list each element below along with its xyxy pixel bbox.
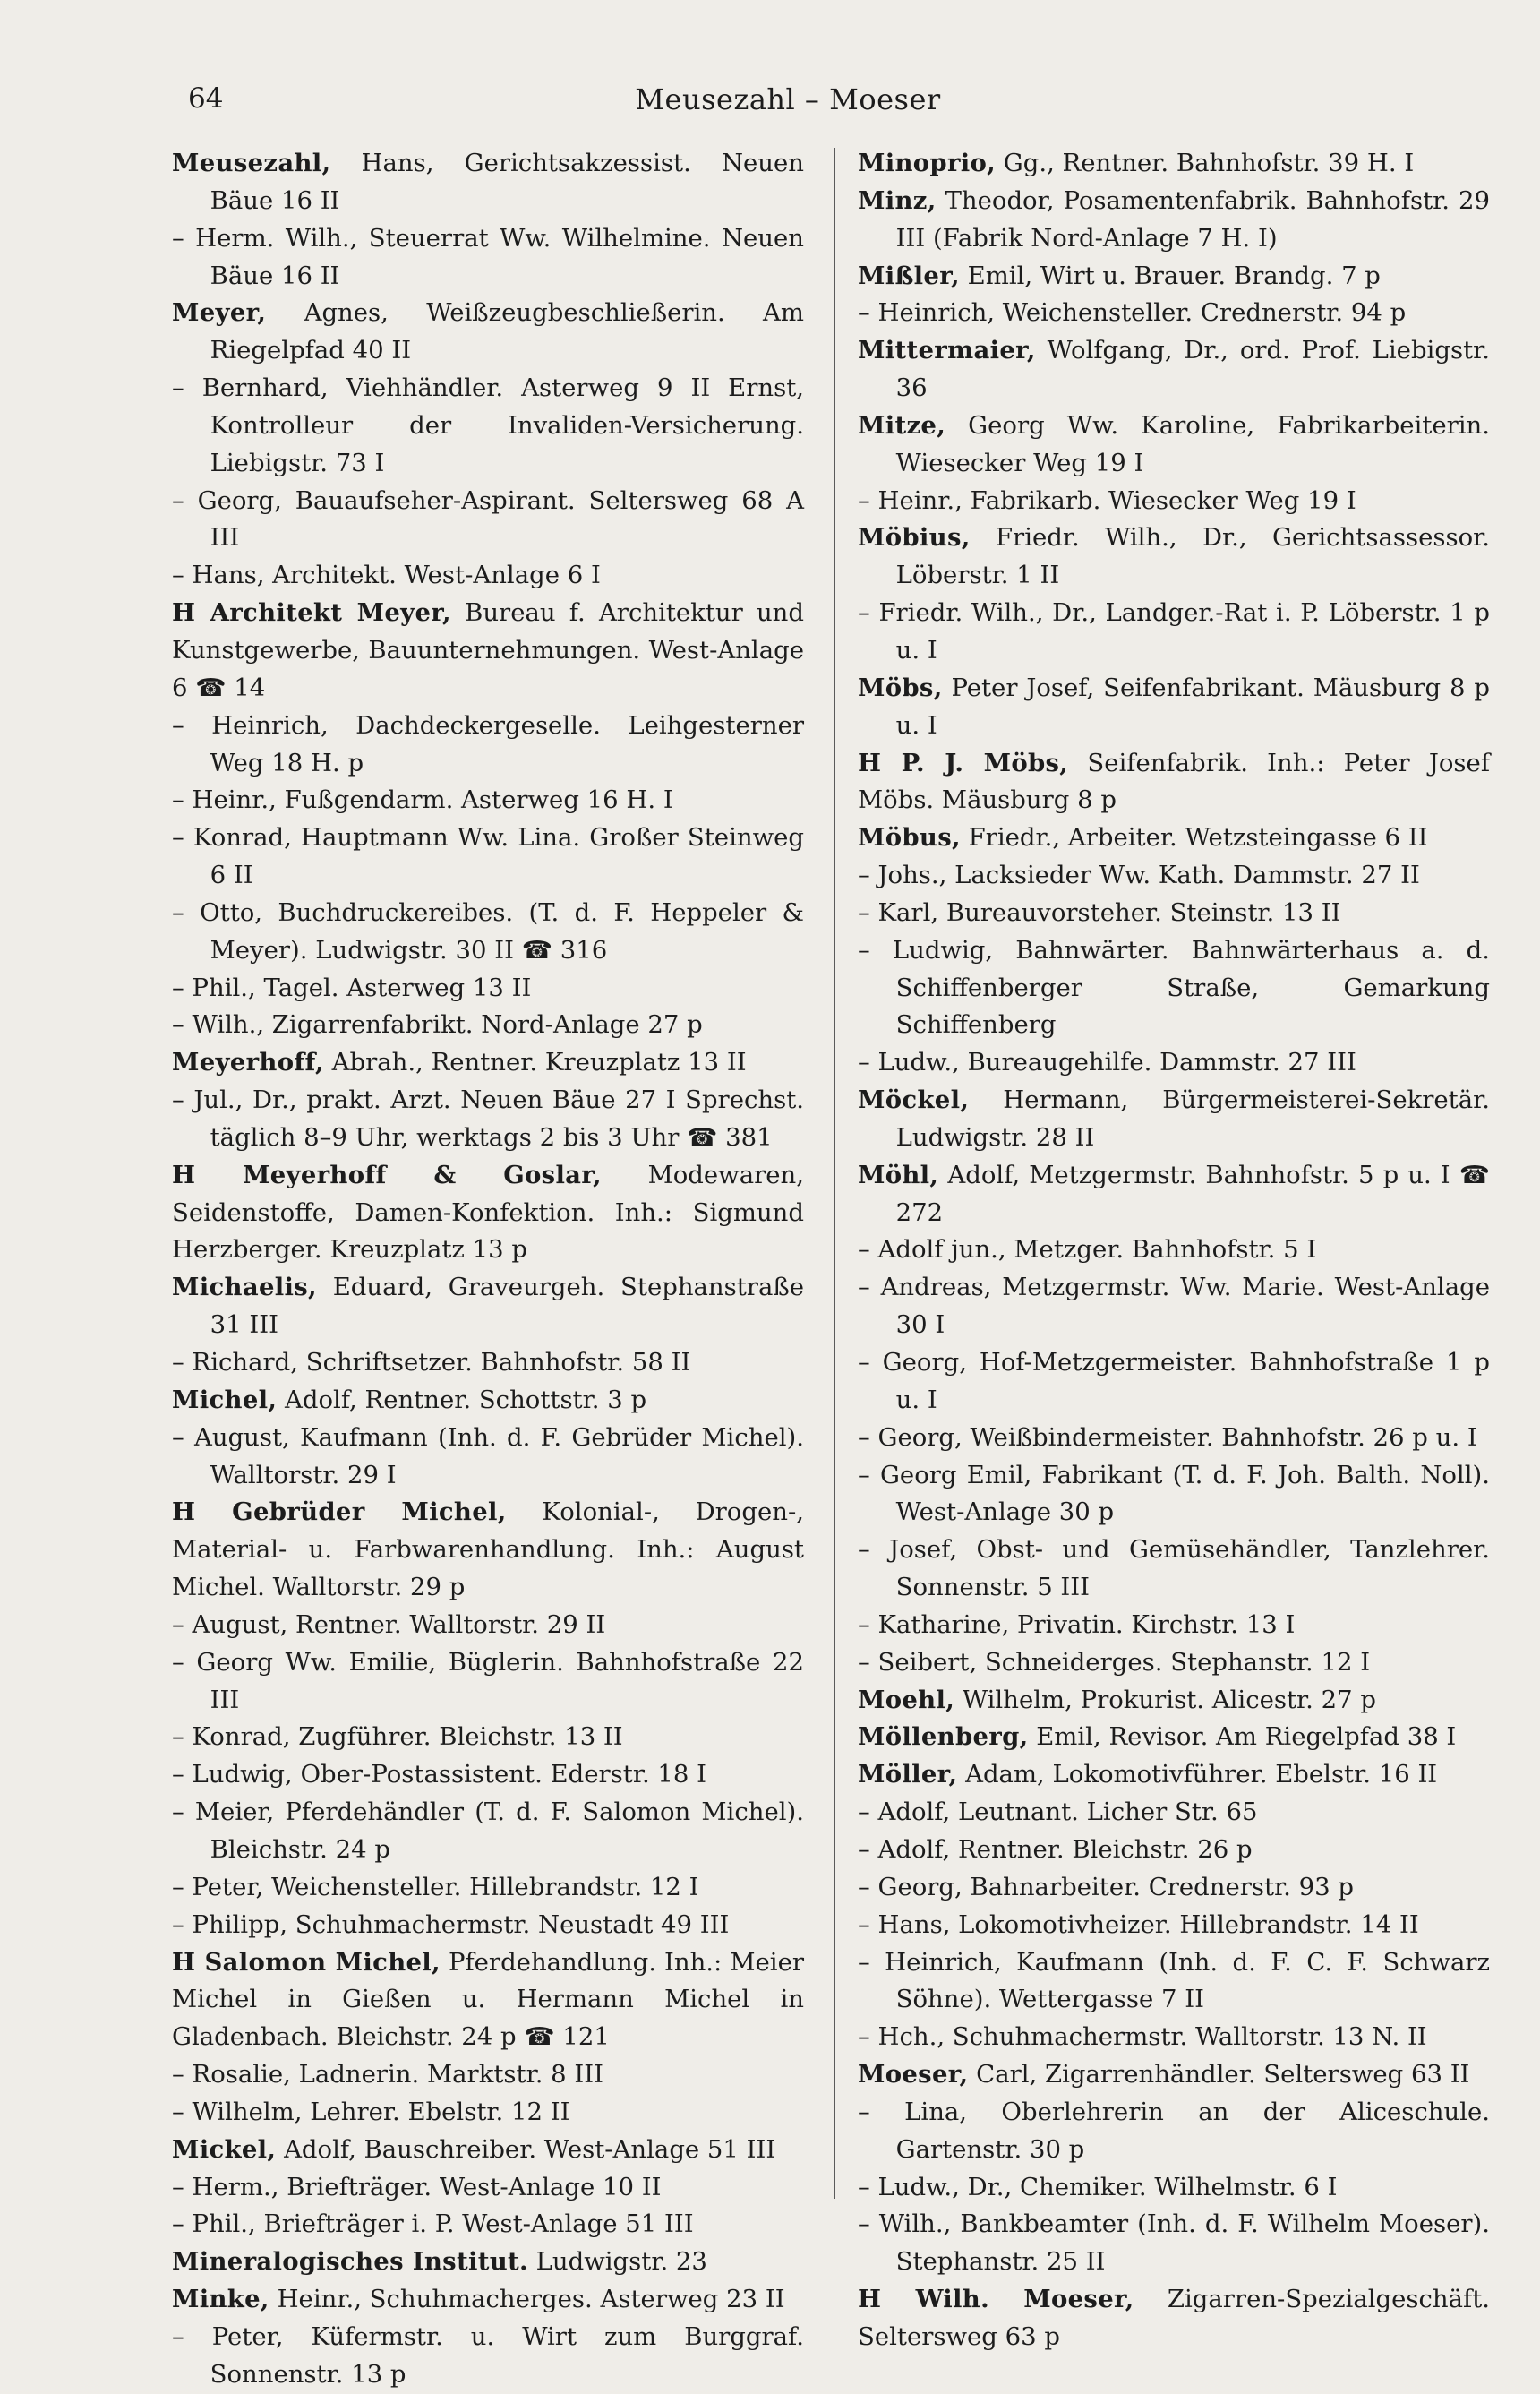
entry-surname: H Meyerhoff & Goslar, xyxy=(172,1160,602,1189)
entry-surname: Mißler, xyxy=(858,261,960,290)
directory-entry xyxy=(858,2019,1490,2056)
directory-entry xyxy=(858,1420,1490,1457)
directory-entry xyxy=(858,1344,1490,1420)
page-number: 64 xyxy=(188,82,224,115)
entry-details: Wilhelm, Prokurist. Alicestr. 27 p xyxy=(962,1685,1376,1714)
directory-entry xyxy=(858,1644,1490,1682)
entry-details: – Josef, Obst- und Gemüsehändler, Tanzlehrer. Sonnenstr. 5 III xyxy=(858,1535,1490,1602)
entry-details: – Heinrich, Dachdeckergeselle. Leihgesterner Weg 18 H. p xyxy=(172,710,804,777)
entry-details: – Ludw., Dr., Chemiker. Wilhelmstr. 6 I xyxy=(858,2172,1338,2201)
entry-details: Emil, Revisor. Am Riegelpfad 38 I xyxy=(1036,1722,1457,1752)
directory-entry xyxy=(172,1344,804,1382)
directory-entry xyxy=(858,857,1490,895)
directory-entry xyxy=(858,1269,1490,1344)
directory-entry xyxy=(858,2169,1490,2207)
directory-entry xyxy=(858,595,1490,670)
entry-details: – Ludw., Bureaugehilfe. Dammstr. 27 III xyxy=(858,1048,1356,1077)
entry-details: – Wilhelm, Lehrer. Ebelstr. 12 II xyxy=(172,2097,570,2126)
entry-details: – Phil., Briefträger i. P. West-Anlage 51 III xyxy=(172,2210,694,2239)
entry-surname: Mitze, xyxy=(858,410,946,440)
directory-entry xyxy=(858,1231,1490,1269)
entry-details: – Konrad, Zugführer. Bleichstr. 13 II xyxy=(172,1722,623,1752)
directory-entry xyxy=(858,932,1490,1045)
directory-entry xyxy=(172,1082,804,1157)
entry-surname: Möbius, xyxy=(858,523,971,553)
directory-entry xyxy=(172,595,804,708)
directory-entry xyxy=(172,220,804,296)
directory-entry xyxy=(172,370,804,483)
directory-entry xyxy=(172,2244,804,2281)
directory-entry xyxy=(172,708,804,783)
entry-details: Heinr., Schuhmacherges. Asterweg 23 II xyxy=(277,2285,785,2314)
directory-entry xyxy=(858,1832,1490,1869)
directory-entry xyxy=(172,1494,804,1607)
entry-details: – Rosalie, Ladnerin. Marktstr. 8 III xyxy=(172,2060,604,2089)
left-column xyxy=(172,145,804,2389)
running-title: Meusezahl – Moeser xyxy=(635,82,941,116)
entry-details: Wolfgang, Dr., ord. Prof. Liebigstr. 36 xyxy=(895,336,1490,403)
directory-entry xyxy=(172,557,804,595)
directory-entry xyxy=(172,1382,804,1420)
entry-details: – Philipp, Schuhmachermstr. Neustadt 49 III xyxy=(172,1909,730,1939)
directory-entry xyxy=(172,2094,804,2132)
directory-entry xyxy=(172,1269,804,1344)
directory-entry xyxy=(858,1082,1490,1157)
directory-entry xyxy=(858,1719,1490,1756)
entry-details: Adolf, Bauschreiber. West-Anlage 51 III xyxy=(284,2134,776,2164)
entry-surname: Möckel, xyxy=(858,1085,970,1115)
entry-details: – Karl, Bureauvorsteher. Steinstr. 13 II xyxy=(858,897,1341,927)
entry-surname: Möbus, xyxy=(858,823,961,853)
entry-details: – Konrad, Hauptmann Ww. Lina. Großer Steinweg 6 II xyxy=(172,823,804,890)
entry-surname: H P. J. Möbs, xyxy=(858,748,1069,777)
entry-details: – Adolf, Leutnant. Licher Str. 65 xyxy=(858,1798,1258,1827)
directory-entry xyxy=(858,519,1490,595)
entry-details: – Richard, Schriftsetzer. Bahnhofstr. 58 II xyxy=(172,1348,691,1377)
directory-entry xyxy=(858,1457,1490,1532)
directory-entry xyxy=(172,1794,804,1869)
directory-entry xyxy=(172,2206,804,2244)
entry-surname: Möller, xyxy=(858,1760,958,1789)
entry-details: – Heinrich, Weichensteller. Crednerstr. 94 p xyxy=(858,298,1407,328)
entry-surname: Möllenberg, xyxy=(858,1722,1029,1752)
directory-entry xyxy=(172,1644,804,1720)
directory-entry xyxy=(858,1907,1490,1944)
entry-surname: H Architekt Meyer, xyxy=(172,598,451,628)
entry-details: Friedr. Wilh., Dr., Gerichtsassessor. Löberstr. 1 II xyxy=(895,523,1490,590)
directory-entry xyxy=(858,1044,1490,1082)
directory-entry xyxy=(858,483,1490,520)
directory-entry xyxy=(858,2056,1490,2094)
entry-details: – Katharine, Privatin. Kirchstr. 13 I xyxy=(858,1609,1296,1639)
directory-entry xyxy=(858,145,1490,183)
directory-entry xyxy=(858,1756,1490,1794)
entry-surname: Moehl, xyxy=(858,1685,955,1714)
entry-details: Peter Josef, Seifenfabrikant. Mäusburg 8 p u. I xyxy=(895,673,1490,740)
entry-details: Adolf, Metzgermstr. Bahnhofstr. 5 p u. I ☎ 272 xyxy=(895,1160,1491,1227)
entry-details: – Georg Emil, Fabrikant (T. d. F. Joh. Balth. Noll). West-Anlage 30 p xyxy=(858,1460,1490,1527)
entry-details: – Andreas, Metzgermstr. Ww. Marie. West-Anlage 30 I xyxy=(858,1273,1490,1340)
directory-entry xyxy=(858,2206,1490,2281)
entry-details: – Phil., Tagel. Asterweg 13 II xyxy=(172,973,532,1002)
entry-details: Hans, Gerichtsakzessist. Neuen Bäue 16 II xyxy=(210,149,804,215)
entry-details: – Friedr. Wilh., Dr., Landger.-Rat i. P. Löberstr. 1 p u. I xyxy=(858,598,1490,665)
entry-details: Seifenfabrik. Inh.: Peter Josef Möbs. Mäusburg 8 p xyxy=(858,748,1490,815)
entry-details: Zigarren-Spezialgeschäft. Seltersweg 63 p xyxy=(858,2285,1491,2351)
directory-entry xyxy=(858,1532,1490,1607)
directory-entry xyxy=(172,483,804,558)
entry-surname: Meusezahl, xyxy=(172,149,331,177)
directory-entry xyxy=(172,1007,804,1044)
entry-details: – Herm., Briefträger. West-Anlage 10 II xyxy=(172,2172,662,2201)
directory-entry xyxy=(172,970,804,1008)
entry-surname: Moeser, xyxy=(858,2060,969,2089)
directory-entry xyxy=(858,2281,1490,2356)
directory-entry xyxy=(172,2169,804,2207)
entry-details: – Hans, Architekt. West-Anlage 6 I xyxy=(172,561,601,590)
directory-entry xyxy=(858,2094,1490,2169)
right-column xyxy=(858,145,1491,2351)
directory-entry xyxy=(858,1794,1490,1832)
entry-details: – Jul., Dr., prakt. Arzt. Neuen Bäue 27 I Sprechst. täglich 8–9 Uhr, werktags 2 bis 3 Uhr ☎ 381 xyxy=(172,1085,804,1152)
entry-details: – Georg, Bahnarbeiter. Crednerstr. 93 p xyxy=(858,1872,1355,1901)
entry-surname: Mickel, xyxy=(172,2134,277,2164)
entry-details: – August, Rentner. Walltorstr. 29 II xyxy=(172,1609,606,1639)
entry-surname: Minoprio, xyxy=(858,149,997,177)
directory-entry xyxy=(172,145,804,220)
directory-entry xyxy=(858,819,1490,857)
entry-details: – Georg, Weißbindermeister. Bahnhofstr. 26 p u. I xyxy=(858,1422,1477,1452)
directory-entry xyxy=(172,1907,804,1944)
entry-details: – Peter, Küfermstr. u. Wirt zum Burggraf. Sonnenstr. 13 p xyxy=(172,2321,804,2389)
entry-details: Georg Ww. Karoline, Fabrikarbeiterin. Wiesecker Weg 19 I xyxy=(895,410,1490,477)
entry-details: Modewaren, Seidenstoffe, Damen-Konfektion. Inh.: Sigmund Herzberger. Kreuzplatz 13 p xyxy=(172,1160,804,1265)
page-header xyxy=(188,82,1388,124)
directory-entry xyxy=(172,782,804,819)
entry-details: Gg., Rentner. Bahnhofstr. 39 H. I xyxy=(1003,149,1415,177)
directory-entry xyxy=(172,1869,804,1907)
entry-details: – August, Kaufmann (Inh. d. F. Gebrüder Michel). Walltorstr. 29 I xyxy=(172,1422,804,1489)
entry-details: Carl, Zigarrenhändler. Seltersweg 63 II xyxy=(976,2060,1470,2089)
entry-details: Kolonial-, Drogen-, Material- u. Farbwarenhandlung. Inh.: August Michel. Walltorstr. 29 p xyxy=(172,1497,804,1602)
directory-entry xyxy=(172,1607,804,1644)
directory-entry xyxy=(858,895,1490,932)
entry-details: – Georg, Hof-Metzgermeister. Bahnhofstraße 1 p u. I xyxy=(858,1348,1490,1414)
entry-details: – Ludwig, Bahnwärter. Bahnwärterhaus a. d. Schiffenberger Straße, Gemarkung Schiffenberg xyxy=(858,935,1490,1040)
entry-details: – Otto, Buchdruckereibes. (T. d. F. Heppeler & Meyer). Ludwigstr. 30 II ☎ 316 xyxy=(172,897,804,965)
entry-surname: Mittermaier, xyxy=(858,336,1036,365)
directory-entry xyxy=(172,895,804,970)
entry-details: – Meier, Pferdehändler (T. d. F. Salomon Michel). Bleichstr. 24 p xyxy=(172,1798,804,1864)
entry-details: Adam, Lokomotivführer. Ebelstr. 16 II xyxy=(965,1760,1438,1789)
directory-entry xyxy=(858,408,1490,483)
entry-details: – Johs., Lacksieder Ww. Kath. Dammstr. 27 II xyxy=(858,861,1420,890)
entry-details: – Seibert, Schneiderges. Stephanstr. 12 I xyxy=(858,1647,1371,1677)
entry-surname: H Wilh. Moeser, xyxy=(858,2285,1134,2314)
directory-entry xyxy=(172,2281,804,2319)
directory-entry xyxy=(858,295,1490,332)
entry-details: – Bernhard, Viehhändler. Asterweg 9 II Ernst, Kontrolleur der Invaliden-Versicherung. Liebigstr. 73 I xyxy=(172,373,804,477)
entry-details: – Heinr., Fabrikarb. Wiesecker Weg 19 I xyxy=(858,485,1356,515)
directory-entry xyxy=(172,1944,804,2057)
entry-surname: Minz, xyxy=(858,185,937,215)
entry-details: Ludwigstr. 23 xyxy=(535,2247,707,2277)
directory-entry xyxy=(858,258,1490,296)
entry-surname: Mineralogisches Institut. xyxy=(172,2247,528,2277)
directory-entry xyxy=(858,1944,1490,2020)
directory-entry xyxy=(172,2056,804,2094)
directory-entry xyxy=(858,332,1490,408)
directory-entry xyxy=(858,745,1490,820)
entry-details: Emil, Wirt u. Brauer. Brandg. 7 p xyxy=(967,261,1381,290)
entry-details: – Heinrich, Kaufmann (Inh. d. F. C. F. Schwarz Söhne). Wettergasse 7 II xyxy=(858,1947,1490,2014)
entry-surname: Meyerhoff, xyxy=(172,1048,324,1077)
directory-entry xyxy=(172,1157,804,1270)
entry-details: – Georg Ww. Emilie, Büglerin. Bahnhofstraße 22 III xyxy=(172,1647,804,1714)
directory-entry xyxy=(172,2132,804,2169)
directory-entry xyxy=(172,1420,804,1495)
entry-details: – Heinr., Fußgendarm. Asterweg 16 H. I xyxy=(172,785,673,815)
entry-details: Bureau f. Architektur und Kunstgewerbe, Bauunternehmungen. West-Anlage 6 ☎ 14 xyxy=(172,598,804,702)
directory-entry xyxy=(172,2319,804,2394)
directory-entry xyxy=(172,819,804,895)
directory-entry xyxy=(858,1869,1490,1907)
directory-entry xyxy=(858,1157,1490,1232)
directory-entry xyxy=(858,183,1490,258)
entry-details: – Herm. Wilh., Steuerrat Ww. Wilhelmine. Neuen Bäue 16 II xyxy=(172,223,804,290)
directory-entry xyxy=(172,1756,804,1794)
entry-details: Friedr., Arbeiter. Wetzsteingasse 6 II xyxy=(968,823,1428,853)
entry-details: – Georg, Bauaufseher-Aspirant. Seltersweg 68 A III xyxy=(172,485,804,553)
entry-surname: H Salomon Michel, xyxy=(172,1947,441,1977)
entry-surname: Möhl, xyxy=(858,1160,939,1189)
entry-details: – Adolf jun., Metzger. Bahnhofstr. 5 I xyxy=(858,1235,1317,1265)
entry-surname: Michaelis, xyxy=(172,1273,317,1302)
entry-surname: Meyer, xyxy=(172,298,267,328)
entry-details: Abrah., Rentner. Kreuzplatz 13 II xyxy=(331,1048,747,1077)
directory-entry xyxy=(172,1719,804,1756)
entry-details: – Wilh., Bankbeamter (Inh. d. F. Wilhelm Moeser). Stephanstr. 25 II xyxy=(858,2210,1490,2277)
entry-details: – Wilh., Zigarrenfabrikt. Nord-Anlage 27 p xyxy=(172,1010,703,1040)
entry-details: Eduard, Graveurgeh. Stephanstraße 31 III xyxy=(210,1273,804,1340)
entry-details: – Lina, Oberlehrerin an der Aliceschule. Gartenstr. 30 p xyxy=(858,2097,1490,2164)
entry-details: – Adolf, Rentner. Bleichstr. 26 p xyxy=(858,1834,1253,1864)
entry-details: Agnes, Weißzeugbeschließerin. Am Riegelpfad 40 II xyxy=(210,298,804,365)
entry-surname: Minke, xyxy=(172,2285,270,2314)
entry-details: Hermann, Bürgermeisterei-Sekretär. Ludwigstr. 28 II xyxy=(895,1085,1490,1152)
entry-surname: H Gebrüder Michel, xyxy=(172,1497,507,1527)
entry-surname: Möbs, xyxy=(858,673,943,702)
entry-surname: Michel, xyxy=(172,1385,278,1414)
directory-entry xyxy=(172,295,804,370)
entry-details: – Hans, Lokomotivheizer. Hillebrandstr. 14 II xyxy=(858,1909,1419,1939)
entry-details: – Ludwig, Ober-Postassistent. Ederstr. 18 I xyxy=(172,1760,707,1789)
directory-entry xyxy=(858,1607,1490,1644)
entry-details: Adolf, Rentner. Schottstr. 3 p xyxy=(285,1385,647,1414)
directory-entry xyxy=(858,670,1490,745)
directory-entry xyxy=(858,1682,1490,1720)
entry-details: – Hch., Schuhmachermstr. Walltorstr. 13 N. II xyxy=(858,2022,1427,2052)
directory-entry xyxy=(172,1044,804,1082)
entry-details: – Peter, Weichensteller. Hillebrandstr. 12 I xyxy=(172,1872,699,1901)
column-divider xyxy=(834,148,835,2199)
entry-details: Pferdehandlung. Inh.: Meier Michel in Gießen u. Hermann Michel in Gladenbach. Bleichstr. 24 p ☎ 121 xyxy=(172,1947,804,2052)
entry-details: Theodor, Posamentenfabrik. Bahnhofstr. 29 III (Fabrik Nord-Anlage 7 H. I) xyxy=(895,185,1490,253)
